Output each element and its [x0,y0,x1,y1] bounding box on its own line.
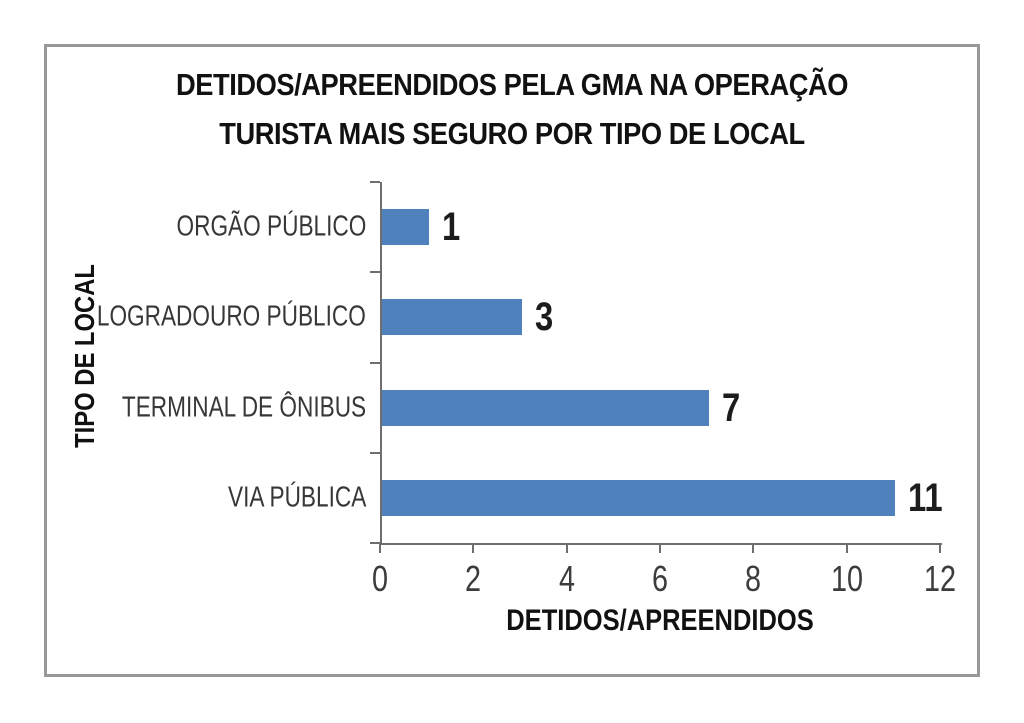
x-tick-label: 6 [651,558,669,599]
bar-value-label: 3 [535,295,554,340]
category-label: ORGÃO PÚBLICO [176,210,366,243]
category-label: LOGRADOURO PÚBLICO [97,300,366,333]
x-tick-mark [752,543,754,553]
bar [382,209,429,245]
bar-value-label: 7 [721,385,740,430]
x-tick-label: 2 [465,558,482,599]
bar-value-label: 11 [908,475,944,520]
x-axis-title-text: DETIDOS/APREENDIDOS [506,604,814,637]
chart-title [0,60,1024,158]
plot-area [380,182,942,545]
y-tick-mark [370,452,380,454]
y-axis-title: TIPO DE LOCAL [69,264,100,448]
y-tick-mark [370,181,380,183]
y-tick-mark [370,271,380,273]
x-tick-mark [659,543,661,553]
x-tick-mark [566,543,568,553]
x-tick-mark [939,543,941,553]
x-tick-label: 10 [830,558,863,599]
x-tick-mark [472,543,474,553]
bar [382,480,895,516]
x-axis-title [380,604,940,638]
category-label: VIA PÚBLICA [227,481,366,514]
chart-title-line-2: TURISTA MAIS SEGURO POR TIPO DE LOCAL [219,116,805,151]
x-tick-mark [846,543,848,553]
category-label: TERMINAL DE ÔNIBUS [121,391,366,424]
x-tick-label: 8 [745,558,762,599]
x-tick-label: 4 [558,558,575,599]
bar [382,390,709,426]
bar-value-label: 1 [441,205,460,250]
x-tick-label: 12 [923,558,957,599]
y-tick-mark [370,362,380,364]
chart-title-line-1: DETIDOS/APREENDIDOS PELA GMA NA OPERAÇÃO [175,67,849,102]
x-tick-label: 0 [371,558,389,599]
x-tick-mark [379,543,381,553]
bar [382,299,522,335]
category-labels [60,182,366,543]
